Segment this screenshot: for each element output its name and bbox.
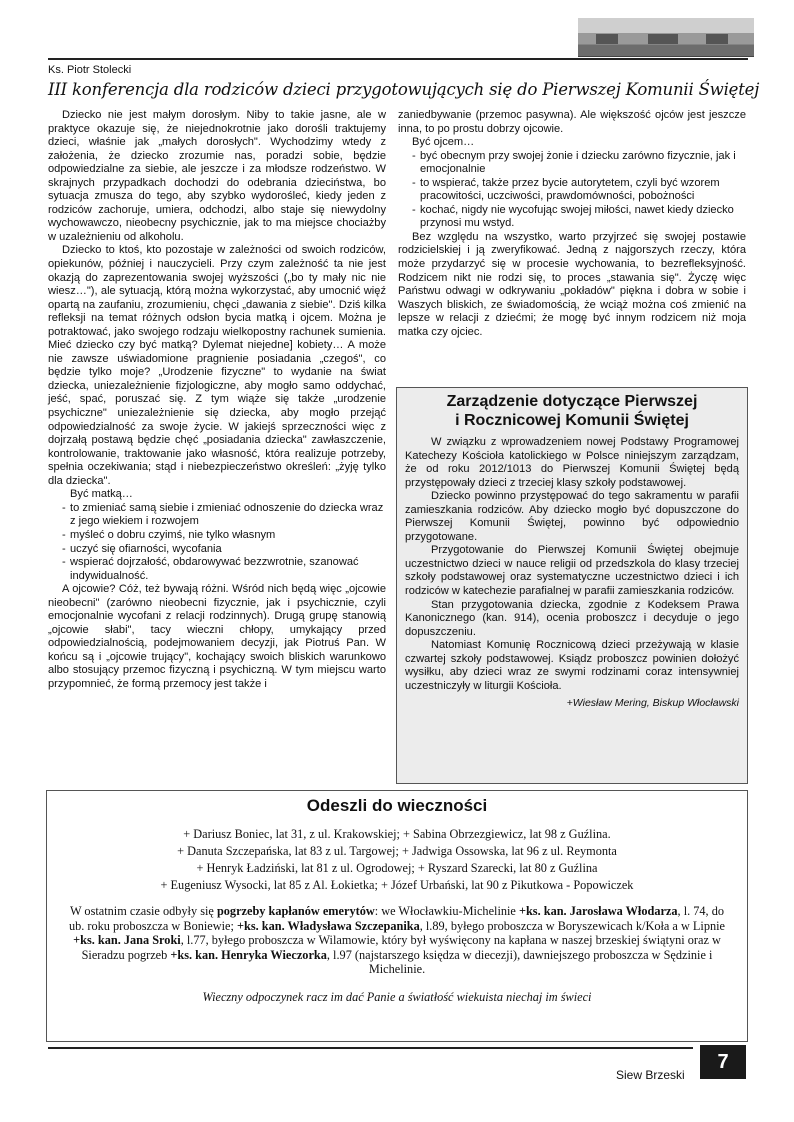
notice-paragraph: Przygotowanie do Pierwszej Komunii Świętej obejmuje uczestnictwo dzieci w nauce religii od przedszkola do klasy trzeciej szkoły podstawowej oraz systematyczne uczestnictwo dzieci i ich rodziców w katechezie parafialnej w parafii zamieszkania rodziców. bbox=[405, 544, 739, 598]
author: Ks. Piotr Stolecki bbox=[48, 64, 132, 76]
text-run-bold: +ks. kan. Henryka Wieczorka bbox=[170, 947, 327, 962]
notice-signature: +Wiesław Mering, Biskup Włocławski bbox=[566, 697, 739, 710]
notice-box bbox=[396, 387, 748, 784]
list-item: - być obecnym przy swojej żonie i dziecku zarówno fizycznie, jak i emocjonalnie bbox=[398, 150, 746, 177]
notice-paragraph: Natomiast Komunię Rocznicową dzieci przeżywają w klasie czwartej szkoły podstawowej. Ksiądz proboszcz powinien dołożyć wysiłku, aby dzieci wraz ze swymi rodzinami coraz intensywniej uczestniczyły w liturgii Kościoła. bbox=[405, 639, 739, 692]
list-item: - wspierać dojrzałość, obdarowywać bezzwrotnie, szanować indywidualność. bbox=[48, 556, 386, 583]
bottom-rule bbox=[48, 1047, 693, 1049]
list-item: - to wspierać, także przez bycie autorytetem, czyli być wzorem pracowitości, uczciwości, prawdomówności, pobożności bbox=[398, 177, 746, 204]
obituary-line: + Danuta Szczepańska, lat 83 z ul. Targowej; + Jadwiga Ossowska, lat 96 z ul. Reymonta bbox=[177, 844, 617, 858]
text-run: , l.89, byłego proboszcza w Boryszewicach k/Koła a w Lipnie bbox=[419, 918, 726, 933]
notice-paragraph: Stan przygotowania dziecka, zgodnie z Kodeksem Prawa Kanonicznego (kan. 914), ocenia proboszcz i decyduje o jego dopuszczeniu. bbox=[405, 598, 739, 638]
text-run-bold: +ks. kan. Jarosława Włodarza bbox=[518, 904, 678, 918]
obituary-names bbox=[47, 826, 747, 894]
notice-paragraph: Dziecko powinno przystępować do tego sakramentu w parafii zamieszkania rodziców. Aby dziecko mogło być dopuszczone do Pierwszej Komunii Świętej, powinno być odpowiednio przygotowane. bbox=[405, 490, 739, 543]
text-run-bold: pogrzeby kapłanów emerytów bbox=[216, 904, 375, 918]
notice-title bbox=[397, 392, 747, 430]
paragraph: Dziecko nie jest małym dorosłym. Niby to takie jasne, ale w praktyce okazuje się, że niejednokrotnie jako dorośli traktujemy dzieci, właśnie jak „małych dorosłych". Wychodzimy wtedy z założenia, że dziecko zrozumie nas, poradzi sobie, będzie odpowiedzialne za siebie, ale jeszcze i za młodsze rodzeństwo. W skrajnych przypadkach dochodzi do odebrania dzieciństwa, bo sytuacja zmusza do tego, aby szybko wydorośleć, kiedy jeden z rodziców zachoruje, umiera, odchodzi, albo staje się niewydolny wychowawczo, nieobecny psychicznie, jak to ma miejsce chociażby w uzależnieniu od alkoholu. bbox=[48, 109, 386, 243]
text-run: , l.77, byłego proboszcza w Wilamowie, który był wyświęcony na kapłana w naszej brzeskiej świątyni oraz w Sieradzu pogrzeb bbox=[81, 933, 721, 962]
notice-paragraph: W związku z wprowadzeniem nowej Podstawy Programowej Katechezy Kościoła katolickiego w Polsce niniejszym zarządzam, że od roku 2012/1013 do Pierwszej Komunii Świętej będą przystępowały dzieci z trzeciej klasy szkoły podstawowej. bbox=[405, 436, 739, 489]
list-item: - myśleć o dobru czyimś, nie tylko własnym bbox=[48, 529, 386, 543]
obituary-title: Odeszli do wieczności bbox=[306, 796, 488, 815]
text-run-bold: +ks. kan. Władysława Szczepanika bbox=[236, 918, 420, 933]
paragraph: Dziecko to ktoś, kto pozostaje w zależności od swoich rodziców, opiekunów, później i nauczycieli. Przy czym zależność ta nie jest okazją do zaprezentowania swojej wyższości („bo ty mały nic nie wiesz…"), ale sytuacją, którą można wykorzystać, aby umocnić więź opartą na zaufaniu, zrozumieniu, chęci „dawania z siebie". Dziś kilka refleksji na temat różnych odsłon bycia matką i ojcem. Można je potraktować, jako swojego rodzaju wielkopostny rachunek sumienia. Mieć dziecko czy być matką? Dylemat niejedne] kobiety… A może nie zawsze uświadomione pragnienie posiadania „czegoś", co będzie tylko moje? „Urodzenie fizyczne" to wydanie na świat dziecka, uniezależnienie fizjologiczne, aby mogło samo oddychać, jeść, spać, poruszać się. Z tym wiąże się także „urodzenie psychiczne" uniezależnienie się dziecka, aby mogło przejąć odpowiedzialność za swoje życie. W jakiejś sprzeczności więc z dojrzałą postawą będzie chęć „posiadania dziecka" zawłaszczenie, kontrolowanie, traktowanie jako własność, która realizuje potrzeby, spełnia oczekiwania; stąd i niebezpieczeństwo określeń: „żyję tylko dla dziecka". bbox=[48, 244, 386, 487]
paragraph: zaniedbywanie (przemoc pasywna). Ale większość ojców jest jeszcze inna, to po prostu dobrzy ojcowie. bbox=[398, 109, 746, 135]
text-run: : we Włocławkiu-Michelinie bbox=[374, 904, 519, 918]
text-run: , l. 74, do ub. roku proboszcza w Boniewie; bbox=[68, 904, 725, 933]
paragraph: Bez względu na wszystko, warto przyjrzeć się swojej postawie rodzicielskiej i ją zweryfikować. Jedną z najgorszych rzeczy, która może przydarzyć się w procesie wychowania, to bezrefleksyjność. Rodzicem nikt nie rodzi się, to proces „stawania się". Życzę więc Państwu odwagi w odkrywaniu „pokładów" piękna i dobra w sobie i Waszych bliskich, ze świadomością, że wciąż można coś zmienić na lepsze w relacji z dziećmi; że mogę być innym rodzicem niż moja matka czy ojciec. bbox=[398, 230, 746, 338]
article-title: III konferencja dla rodziców dzieci przygotowujących się do Pierwszej Komunii Świętej bbox=[48, 80, 760, 99]
text-run: , l.97 (najstarszego księdza w diecezji), dawniejszego proboszcza w Sędzinie i Michelinie. bbox=[326, 947, 713, 977]
header-photo bbox=[578, 18, 754, 57]
paragraph: A ojcowie? Cóż, też bywają różni. Wśród nich będą więc „ojcowie nieobecni" (zarówno nieobecni fizycznie, jak i psychicznie, czyli emocjonalnie wycofani z relacji rodzinnych). Drugą grupę stanowią „ojcowie słabi", tacy wieczni chłopy, umykający przed odpowiedzialnością, podejmowaniem decyzji, jak Piotruś Pan. W końcu są i „ojcowie trujący", kochający swoich bliskich warunkowo albo stosujący przemoc fizyczną i psychiczną. W tym miejscu warto przypomnieć, że formą przemocy jest także i bbox=[48, 583, 386, 690]
article-column-1 bbox=[48, 109, 386, 692]
list-item: - kochać, nigdy nie wycofując swojej miłości, nawet kiedy dziecko przynosi mu wstyd. bbox=[398, 204, 746, 231]
notice-title-line-2: i Rocznicowej Komunii Świętej bbox=[455, 412, 689, 429]
obituary-box bbox=[46, 790, 748, 1042]
notice-title-line-1: Zarządzenie dotyczące Pierwszej bbox=[446, 393, 698, 410]
priests-funerals-text bbox=[65, 904, 729, 977]
list-item: - uczyć się ofiarności, wycofania bbox=[48, 543, 386, 557]
top-rule bbox=[48, 58, 748, 60]
obituary-line: + Dariusz Boniec, lat 31, z ul. Krakowskiej; + Sabina Obrzezgiewicz, lat 98 z Guźlina. bbox=[183, 827, 611, 841]
publication-name: Siew Brzeski bbox=[616, 1068, 685, 1082]
text-run: W ostatnim czasie odbyły się bbox=[69, 904, 217, 918]
obituary-line: + Henryk Ładziński, lat 81 z ul. Ogrodowej; + Ryszard Szarecki, lat 80 z Guźlina bbox=[196, 861, 598, 875]
paragraph: Być ojcem… bbox=[412, 136, 475, 149]
paragraph: Być matką… bbox=[70, 488, 133, 501]
text-run-bold: +ks. kan. Jana Sroki bbox=[73, 933, 181, 948]
article-column-2 bbox=[398, 109, 746, 339]
obituary-closing: Wieczny odpoczynek racz im dać Panie a światłość wiekuista niechaj im świeci bbox=[202, 989, 592, 1004]
list-item: - to zmieniać samą siebie i zmieniać odnoszenie do dziecka wraz z jego wiekiem i rozwojem bbox=[48, 502, 386, 529]
page-number: 7 bbox=[700, 1045, 746, 1079]
obituary-line: + Eugeniusz Wysocki, lat 85 z Al. Łokietka; + Józef Urbański, lat 90 z Pikutkowa - Popowiczek bbox=[160, 878, 634, 892]
